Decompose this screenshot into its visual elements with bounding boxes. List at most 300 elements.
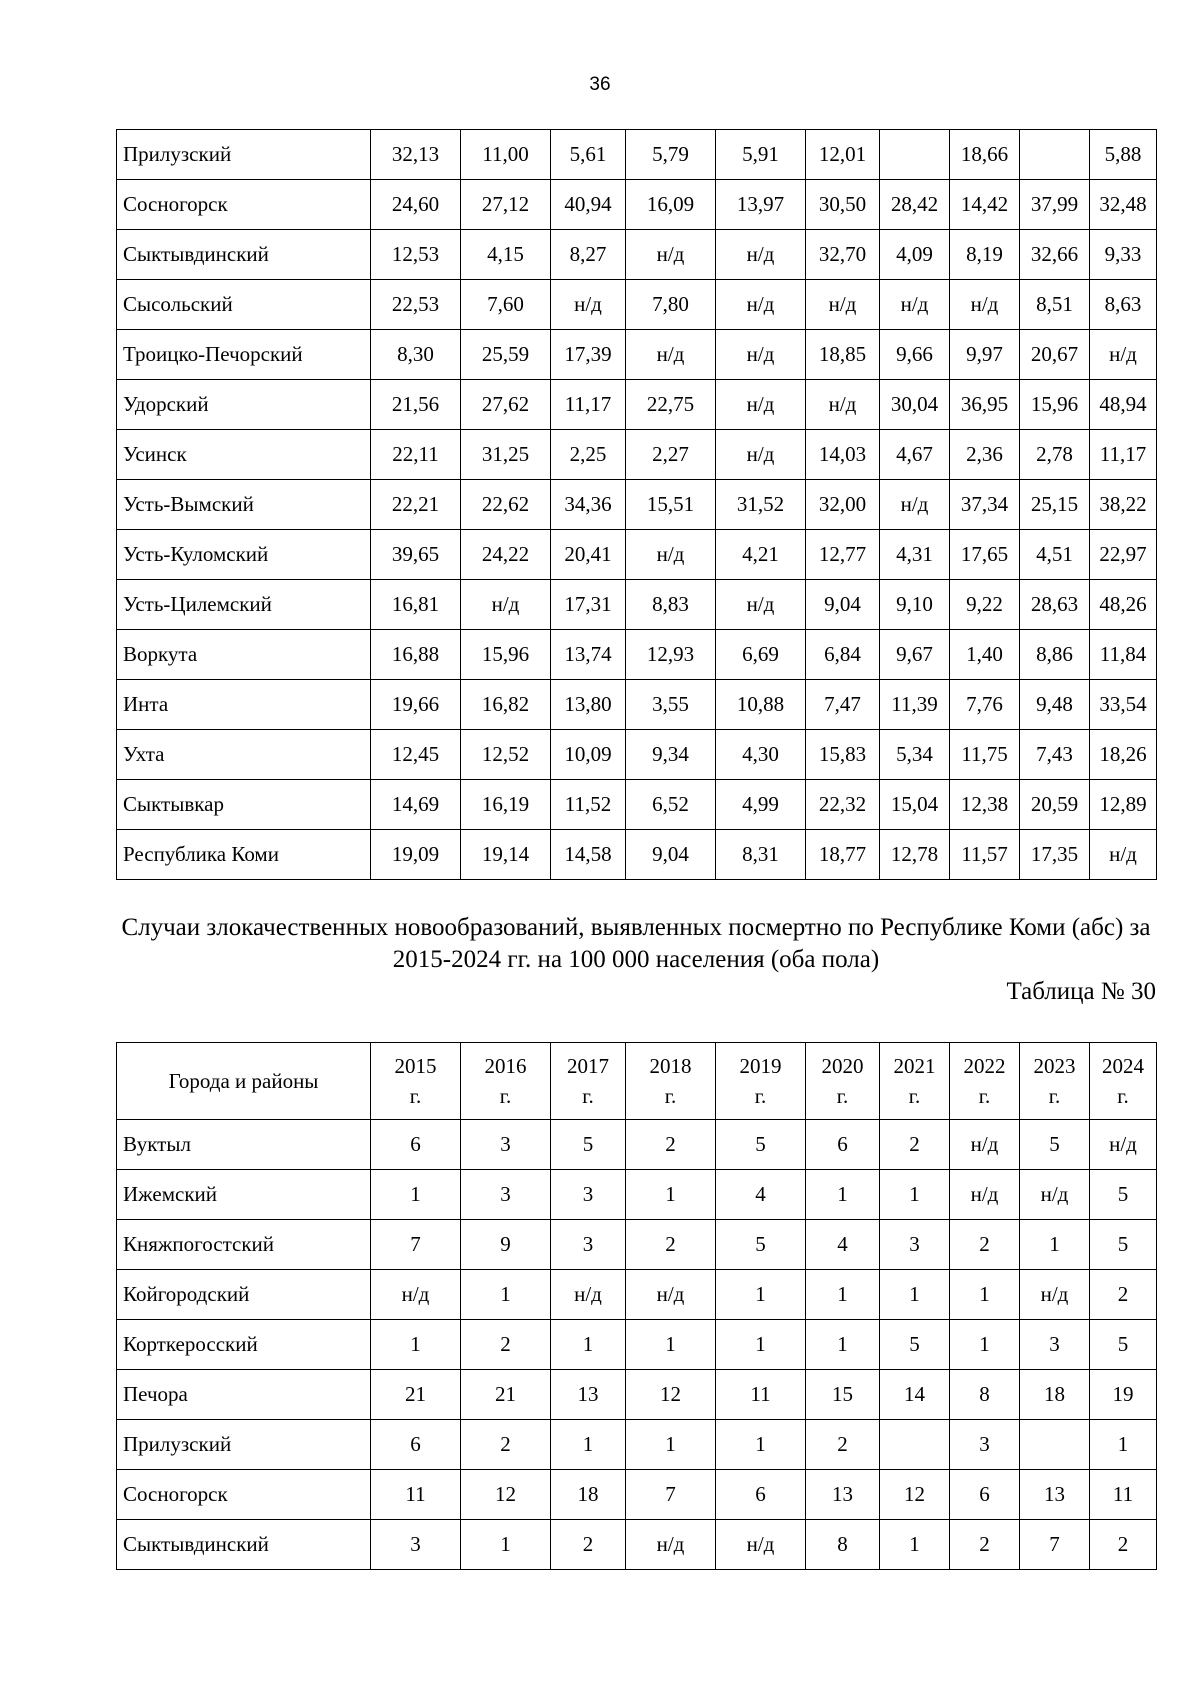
table-row [117, 830, 1157, 880]
table-cell: 3 [950, 1420, 1020, 1470]
table-cell: 12,01 [806, 130, 880, 180]
table-cell: 1 [880, 1520, 950, 1570]
row-name: Республика Коми [117, 830, 371, 880]
table-cell: 3 [880, 1220, 950, 1270]
table-cell: 6 [716, 1470, 806, 1520]
table-cell: 10,09 [551, 730, 626, 780]
table-row [117, 1520, 1157, 1570]
table-cell: 12,53 [371, 230, 461, 280]
header-year-2020 [806, 1043, 880, 1120]
table-row [117, 680, 1157, 730]
table-cell: 14,03 [806, 430, 880, 480]
table-cell: н/д [806, 280, 880, 330]
header-year-value: 2018 [649, 1054, 692, 1078]
table-cell: 6 [806, 1120, 880, 1170]
row-name: Сыктывкар [117, 780, 371, 830]
table-cell: 30,50 [806, 180, 880, 230]
table-row [117, 1120, 1157, 1170]
table-cell: 11,17 [1090, 430, 1157, 480]
header-year-value: 2017 [567, 1054, 609, 1078]
table-cell: 18,77 [806, 830, 880, 880]
row-name: Сысольский [117, 280, 371, 330]
table-cell: 5,61 [551, 130, 626, 180]
table-cell [880, 130, 950, 180]
table-row [117, 1320, 1157, 1370]
table-cell: 16,81 [371, 580, 461, 630]
table-cell: 9,04 [806, 580, 880, 630]
header-cities-label: Города и районы [117, 1043, 371, 1120]
table-cell: н/д [950, 280, 1020, 330]
table-cell: 3 [371, 1520, 461, 1570]
header-year-suffix: г. [908, 1084, 921, 1108]
table-cell: 4,30 [716, 730, 806, 780]
table-cell: 21 [461, 1370, 551, 1420]
table-cell: 6 [371, 1420, 461, 1470]
table-cell: н/д [880, 280, 950, 330]
table-cell: 14,42 [950, 180, 1020, 230]
table-cell: 4,15 [461, 230, 551, 280]
table-cell: 9,22 [950, 580, 1020, 630]
table-cell: 15,04 [880, 780, 950, 830]
table-cell: 7,80 [626, 280, 716, 330]
table-cell: н/д [880, 480, 950, 530]
table-cell: 1 [806, 1170, 880, 1220]
table-cell: 15,96 [1020, 380, 1090, 430]
table-cell: 7,76 [950, 680, 1020, 730]
table-cell: 11 [716, 1370, 806, 1420]
table-cell: 22,32 [806, 780, 880, 830]
table-row [117, 430, 1157, 480]
header-year-value: 2019 [739, 1054, 782, 1078]
header-year-suffix: г. [1048, 1084, 1061, 1108]
table-cell: 28,63 [1020, 580, 1090, 630]
table-cell: 31,25 [461, 430, 551, 480]
table-cell: 12,77 [806, 530, 880, 580]
header-year-suffix: г. [499, 1084, 512, 1108]
table-cell: 2 [461, 1420, 551, 1470]
table-cell: 22,62 [461, 480, 551, 530]
table-cell: 32,13 [371, 130, 461, 180]
table-cell: 21 [371, 1370, 461, 1420]
table-cell: 22,97 [1090, 530, 1157, 580]
table-cell: 2 [1090, 1270, 1157, 1320]
table-cell: 1 [461, 1270, 551, 1320]
table-cell: 12,52 [461, 730, 551, 780]
table-cell: 11,17 [551, 380, 626, 430]
header-year-2016 [461, 1043, 551, 1120]
row-name: Ижемский [117, 1170, 371, 1220]
table-cell: н/д [716, 380, 806, 430]
table-cell: 20,59 [1020, 780, 1090, 830]
table-cell: 16,82 [461, 680, 551, 730]
table-cell: 5,91 [716, 130, 806, 180]
row-name: Печора [117, 1370, 371, 1420]
header-year-suffix: г. [836, 1084, 849, 1108]
table-cell: 3 [461, 1120, 551, 1170]
table-cell: 2 [950, 1520, 1020, 1570]
table-cell: н/д [806, 380, 880, 430]
table-row [117, 530, 1157, 580]
row-name: Троицко-Печорский [117, 330, 371, 380]
table-cell: 9,48 [1020, 680, 1090, 730]
table-cell: 4,21 [716, 530, 806, 580]
table-cell: 4,67 [880, 430, 950, 480]
table-row [117, 630, 1157, 680]
table-cell: 1 [626, 1170, 716, 1220]
table-cell: 3 [1020, 1320, 1090, 1370]
table-cell: н/д [371, 1270, 461, 1320]
row-name: Сосногорск [117, 1470, 371, 1520]
table-cell: н/д [1020, 1170, 1090, 1220]
table-cell: 38,22 [1090, 480, 1157, 530]
table-cell: 15,96 [461, 630, 551, 680]
table-cell: 4,31 [880, 530, 950, 580]
table-cell: 12 [880, 1470, 950, 1520]
row-name: Ухта [117, 730, 371, 780]
table-cell: 40,94 [551, 180, 626, 230]
table-cell: 5 [716, 1220, 806, 1270]
table-cell: н/д [626, 330, 716, 380]
table-cell: 17,31 [551, 580, 626, 630]
table-number: Таблица № 30 [1006, 978, 1156, 1005]
table-cell: н/д [626, 230, 716, 280]
table-cell: 27,12 [461, 180, 551, 230]
table-cell: 2 [880, 1120, 950, 1170]
table-cell: 36,95 [950, 380, 1020, 430]
table-cell: 22,75 [626, 380, 716, 430]
table-cell: 4 [806, 1220, 880, 1270]
table-cell: 1 [551, 1420, 626, 1470]
table-cell: 8 [950, 1370, 1020, 1420]
table-cell: 10,88 [716, 680, 806, 730]
row-name: Удорский [117, 380, 371, 430]
table-cell: 9,33 [1090, 230, 1157, 280]
table-cell: 1 [626, 1420, 716, 1470]
table-cell: 25,15 [1020, 480, 1090, 530]
table-cell: 13 [551, 1370, 626, 1420]
table-cell: 3,55 [626, 680, 716, 730]
table-cell: 9,34 [626, 730, 716, 780]
table-cell: 7,47 [806, 680, 880, 730]
row-name: Воркута [117, 630, 371, 680]
table-cell [1020, 130, 1090, 180]
table-row [117, 480, 1157, 530]
table-row [117, 330, 1157, 380]
table-cell: 11 [371, 1470, 461, 1520]
header-year-value: 2021 [893, 1054, 936, 1078]
table-cell: 12,93 [626, 630, 716, 680]
table-cell: н/д [626, 1520, 716, 1570]
table-cell: 2 [626, 1220, 716, 1270]
table-cell: 5,79 [626, 130, 716, 180]
header-year-2021 [880, 1043, 950, 1120]
table-cell: 1 [551, 1320, 626, 1370]
table-cell: н/д [716, 430, 806, 480]
table-cell: 14 [880, 1370, 950, 1420]
table-cell: 3 [551, 1220, 626, 1270]
table-cell: 22,21 [371, 480, 461, 530]
table-cell: 8,31 [716, 830, 806, 880]
table-cell: 25,59 [461, 330, 551, 380]
table-cell: 1 [950, 1320, 1020, 1370]
table-cell: 2 [950, 1220, 1020, 1270]
table-cell: 2,78 [1020, 430, 1090, 480]
table-cell: 20,67 [1020, 330, 1090, 380]
table-cell: 16,88 [371, 630, 461, 680]
header-year-value: 2016 [484, 1054, 527, 1078]
table-cell: 1 [806, 1320, 880, 1370]
table-cell: 18,66 [950, 130, 1020, 180]
row-name: Сыктывдинский [117, 1520, 371, 1570]
table-cell: 48,26 [1090, 580, 1157, 630]
table-cell: 13,80 [551, 680, 626, 730]
table-cell: 32,00 [806, 480, 880, 530]
table-cell: 11,52 [551, 780, 626, 830]
table-cell: 5,88 [1090, 130, 1157, 180]
table-cell: 32,48 [1090, 180, 1157, 230]
header-year-suffix: г. [409, 1084, 422, 1108]
header-year-value: 2020 [821, 1054, 864, 1078]
table-cell: н/д [716, 280, 806, 330]
table-cell: 1 [880, 1270, 950, 1320]
table-cell [880, 1420, 950, 1470]
row-name: Усинск [117, 430, 371, 480]
table-row [117, 730, 1157, 780]
table-cell: 2 [551, 1520, 626, 1570]
table-cell: н/д [551, 280, 626, 330]
table-cell: 6,52 [626, 780, 716, 830]
table-cell: 11,57 [950, 830, 1020, 880]
page-number: 36 [589, 74, 611, 95]
table-row [117, 780, 1157, 830]
header-year-value: 2023 [1033, 1054, 1076, 1078]
table-cell: 6 [950, 1470, 1020, 1520]
bottom-data-table [116, 1042, 1157, 1570]
table-cell: 5 [1090, 1320, 1157, 1370]
row-name: Сыктывдинский [117, 230, 371, 280]
table-cell: н/д [716, 330, 806, 380]
table-cell: 9,97 [950, 330, 1020, 380]
table-cell: 1 [371, 1170, 461, 1220]
table-cell: 2,25 [551, 430, 626, 480]
table-cell: 1 [716, 1320, 806, 1370]
table-cell: 30,04 [880, 380, 950, 430]
table-cell: н/д [1090, 1120, 1157, 1170]
table-cell: 9,10 [880, 580, 950, 630]
table-cell: 4,51 [1020, 530, 1090, 580]
table-cell: н/д [551, 1270, 626, 1320]
header-year-2015 [371, 1043, 461, 1120]
table-cell: 19,14 [461, 830, 551, 880]
header-year-2022 [950, 1043, 1020, 1120]
table-header-row [117, 1043, 1157, 1120]
table-cell: 31,52 [716, 480, 806, 530]
table-cell: н/д [461, 580, 551, 630]
table-caption: Случаи злокачественных новообразований, выявленных посмертно по Республике Коми (абс) за 2015-2024 гг. на 100 000 населения (оба пола) [121, 914, 1151, 973]
table-row [117, 1220, 1157, 1270]
table-cell: 9,66 [880, 330, 950, 380]
header-year-2023 [1020, 1043, 1090, 1120]
table-cell: 1 [806, 1270, 880, 1320]
table-cell: 5 [1090, 1220, 1157, 1270]
table-cell: 8,63 [1090, 280, 1157, 330]
table-cell: 33,54 [1090, 680, 1157, 730]
header-year-suffix: г. [1117, 1084, 1129, 1108]
table-cell: 4 [716, 1170, 806, 1220]
header-year-value: 2015 [394, 1054, 437, 1078]
header-year-value: 2024 [1102, 1054, 1144, 1078]
table-cell: 32,66 [1020, 230, 1090, 280]
table-cell: 12,45 [371, 730, 461, 780]
table-row [117, 1420, 1157, 1470]
row-name: Усть-Вымский [117, 480, 371, 530]
table-cell: 12,78 [880, 830, 950, 880]
table-cell: 11,75 [950, 730, 1020, 780]
table-cell: 5 [880, 1320, 950, 1370]
row-name: Усть-Цилемский [117, 580, 371, 630]
table-cell: 17,65 [950, 530, 1020, 580]
table-cell: 27,62 [461, 380, 551, 430]
table-cell: 11 [1090, 1470, 1157, 1520]
table-cell: н/д [626, 1270, 716, 1320]
table-cell: 5,34 [880, 730, 950, 780]
table-cell: 1 [1090, 1420, 1157, 1470]
table-cell: 24,60 [371, 180, 461, 230]
table-cell: 37,99 [1020, 180, 1090, 230]
table-cell: 7 [1020, 1520, 1090, 1570]
table-cell: 5 [716, 1120, 806, 1170]
table-cell: н/д [950, 1120, 1020, 1170]
table-cell: 39,65 [371, 530, 461, 580]
row-name: Усть-Куломский [117, 530, 371, 580]
table-cell: 1 [461, 1520, 551, 1570]
table-cell: 2 [806, 1420, 880, 1470]
table-cell: н/д [716, 580, 806, 630]
table-cell: 48,94 [1090, 380, 1157, 430]
table-cell: 4,09 [880, 230, 950, 280]
table-cell: 12 [461, 1470, 551, 1520]
table-cell: 1 [716, 1420, 806, 1470]
table-cell: 14,69 [371, 780, 461, 830]
table-cell: 34,36 [551, 480, 626, 530]
table-cell: 14,58 [551, 830, 626, 880]
top-data-table [116, 129, 1157, 880]
row-name: Койгородский [117, 1270, 371, 1320]
table-cell: 8,27 [551, 230, 626, 280]
header-year-suffix: г. [664, 1084, 677, 1108]
table-cell: 1 [626, 1320, 716, 1370]
table-cell: 12,89 [1090, 780, 1157, 830]
table-cell: 28,42 [880, 180, 950, 230]
header-year-suffix: г. [754, 1084, 767, 1108]
table-cell: 37,34 [950, 480, 1020, 530]
table-cell: 2 [1090, 1520, 1157, 1570]
table-cell: 19,09 [371, 830, 461, 880]
table-cell: 18 [1020, 1370, 1090, 1420]
table-cell: 7,43 [1020, 730, 1090, 780]
table-cell: н/д [716, 230, 806, 280]
table-cell: 16,19 [461, 780, 551, 830]
table-cell: 2,27 [626, 430, 716, 480]
table-cell: 4,99 [716, 780, 806, 830]
table-cell: 13 [1020, 1470, 1090, 1520]
row-name: Корткеросский [117, 1320, 371, 1370]
table-cell: 6 [371, 1120, 461, 1170]
table-cell: 18,85 [806, 330, 880, 380]
header-year-2018 [626, 1043, 716, 1120]
table-cell: 8,19 [950, 230, 1020, 280]
table-cell: 11,84 [1090, 630, 1157, 680]
table-cell: 19,66 [371, 680, 461, 730]
table-cell: 13,74 [551, 630, 626, 680]
table-cell: 9 [461, 1220, 551, 1270]
table-cell: 8,51 [1020, 280, 1090, 330]
table-cell: 7 [626, 1470, 716, 1520]
table-cell: 13 [806, 1470, 880, 1520]
row-name: Прилузский [117, 130, 371, 180]
table-row [117, 180, 1157, 230]
header-year-value: 2022 [963, 1054, 1006, 1078]
table-cell: 3 [551, 1170, 626, 1220]
table-cell: 21,56 [371, 380, 461, 430]
table-cell: 2 [461, 1320, 551, 1370]
table-cell: 15 [806, 1370, 880, 1420]
table-cell: 6,84 [806, 630, 880, 680]
table-cell: 7,60 [461, 280, 551, 330]
table-cell: 1 [716, 1270, 806, 1320]
table-row [117, 1270, 1157, 1320]
header-year-2024 [1090, 1043, 1157, 1120]
table-cell: 1 [1020, 1220, 1090, 1270]
table-cell: 18 [551, 1470, 626, 1520]
table-cell: 9,04 [626, 830, 716, 880]
table-cell: 1 [880, 1170, 950, 1220]
table-cell: н/д [716, 1520, 806, 1570]
header-year-2019 [716, 1043, 806, 1120]
table-cell: н/д [626, 530, 716, 580]
table-cell: 12 [626, 1370, 716, 1420]
table-cell: 5 [1090, 1170, 1157, 1220]
table-cell: 1 [950, 1270, 1020, 1320]
table-cell: 11,00 [461, 130, 551, 180]
table-cell: 9,67 [880, 630, 950, 680]
table-cell: 22,53 [371, 280, 461, 330]
table-row [117, 580, 1157, 630]
table-cell: 13,97 [716, 180, 806, 230]
table-cell: 2,36 [950, 430, 1020, 480]
table-cell: н/д [1020, 1270, 1090, 1320]
table-cell: 12,38 [950, 780, 1020, 830]
table-cell: 15,51 [626, 480, 716, 530]
table-cell: 8,30 [371, 330, 461, 380]
table-cell: 15,83 [806, 730, 880, 780]
table-cell: 1,40 [950, 630, 1020, 680]
table-row [117, 1470, 1157, 1520]
table-row [117, 1170, 1157, 1220]
row-name: Сосногорск [117, 180, 371, 230]
table-row [117, 280, 1157, 330]
table-cell: 1 [371, 1320, 461, 1370]
table-row [117, 380, 1157, 430]
table-cell: 6,69 [716, 630, 806, 680]
table-cell: н/д [1090, 330, 1157, 380]
row-name: Вуктыл [117, 1120, 371, 1170]
table-cell: 2 [626, 1120, 716, 1170]
table-cell: 18,26 [1090, 730, 1157, 780]
table-row [117, 130, 1157, 180]
table-cell: 17,35 [1020, 830, 1090, 880]
header-year-2017 [551, 1043, 626, 1120]
